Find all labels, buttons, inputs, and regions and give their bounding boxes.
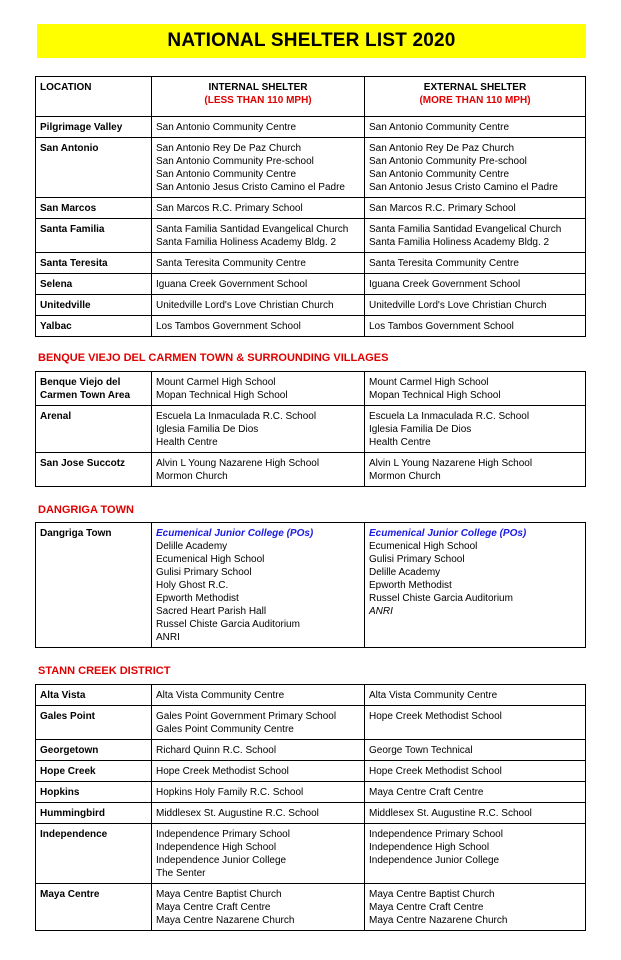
external-shelter-name: Maya Centre Craft Centre — [369, 902, 484, 913]
internal-shelter-cell — [152, 253, 365, 274]
internal-shelter-cell — [152, 406, 365, 453]
internal-shelter-name: Gales Point Community Centre — [156, 724, 294, 735]
page-title: NATIONAL SHELTER LIST 2020 — [167, 30, 456, 51]
internal-shelter-cell — [152, 706, 365, 740]
internal-shelter-name: The Senter — [156, 868, 206, 879]
external-shelter-cell — [365, 295, 586, 316]
external-shelter-cell — [365, 117, 586, 138]
external-shelter-name: Santa Familia Santidad Evangelical Church — [369, 224, 562, 235]
location-cell: Benque Viejo del Carmen Town Area — [36, 372, 152, 406]
internal-shelter-name: Mopan Technical High School — [156, 390, 288, 401]
internal-shelter-name: Iglesia Familia De Dios — [156, 424, 259, 435]
section-rows — [36, 685, 586, 931]
external-shelter-name: Iglesia Familia De Dios — [369, 424, 472, 435]
internal-shelter-cell — [152, 219, 365, 253]
internal-shelter-name: Ecumenical High School — [156, 554, 265, 565]
internal-shelter-name: Santa Teresita Community Centre — [156, 258, 306, 269]
internal-shelter-name: Unitedville Lord's Love Christian Church — [156, 300, 334, 311]
internal-shelter-name: Independence Junior College — [156, 855, 287, 866]
table-row — [36, 198, 586, 219]
section-rows — [36, 117, 586, 337]
table-row — [36, 803, 586, 824]
location-cell: Hummingbird — [36, 803, 152, 824]
internal-shelter-cell — [152, 803, 365, 824]
external-shelter-cell — [365, 523, 586, 648]
external-shelter-cell — [365, 782, 586, 803]
internal-shelter-name: Independence Primary School — [156, 829, 290, 840]
internal-shelter-name: Mount Carmel High School — [156, 377, 276, 388]
header-internal-sub: (LESS THAN 110 MPH) — [204, 95, 312, 106]
shelter-table-main — [35, 76, 586, 337]
internal-shelter-name: Mormon Church — [156, 471, 228, 482]
external-shelter-name: Hope Creek Methodist School — [369, 766, 502, 777]
header-external — [365, 77, 586, 117]
location-cell: Hope Creek — [36, 761, 152, 782]
external-shelter-name: Delille Academy — [369, 567, 441, 578]
internal-shelter-name: Los Tambos Government School — [156, 321, 301, 332]
external-shelter-cell — [365, 274, 586, 295]
internal-shelter-name: Hope Creek Methodist School — [156, 766, 289, 777]
internal-shelter-cell — [152, 138, 365, 198]
table-row — [36, 316, 586, 337]
internal-shelter-cell — [152, 198, 365, 219]
location-cell: Arenal — [36, 406, 152, 453]
external-shelter-name: Alta Vista Community Centre — [369, 690, 498, 701]
location-cell: Selena — [36, 274, 152, 295]
table-row — [36, 782, 586, 803]
location-cell: San Jose Succotz — [36, 453, 152, 487]
internal-shelter-cell — [152, 274, 365, 295]
external-shelter-name: San Antonio Rey De Paz Church — [369, 143, 515, 154]
internal-shelter-name: San Antonio Rey De Paz Church — [156, 143, 302, 154]
shelter-table-stann-creek — [35, 684, 586, 931]
internal-shelter-name: Gales Point Government Primary School — [156, 711, 337, 722]
location-cell: Yalbac — [36, 316, 152, 337]
external-shelter-cell — [365, 316, 586, 337]
location-cell: Hopkins — [36, 782, 152, 803]
external-shelter-name: Escuela La Inmaculada R.C. School — [369, 411, 530, 422]
table-row — [36, 295, 586, 316]
internal-shelter-name: Santa Familia Holiness Academy Bldg. 2 — [156, 237, 337, 248]
table-row — [36, 117, 586, 138]
external-shelter-cell — [365, 761, 586, 782]
external-shelter-name: Epworth Methodist — [369, 580, 452, 591]
external-shelter-cell — [365, 706, 586, 740]
internal-shelter-name: San Antonio Community Centre — [156, 169, 297, 180]
table-row — [36, 740, 586, 761]
internal-shelter-cell — [152, 782, 365, 803]
external-shelter-name: Gulisi Primary School — [369, 554, 465, 565]
internal-shelter-cell — [152, 685, 365, 706]
internal-shelter-name: Independence High School — [156, 842, 277, 853]
internal-shelter-cell — [152, 117, 365, 138]
location-cell: San Antonio — [36, 138, 152, 198]
location-cell: Dangriga Town — [36, 523, 152, 648]
external-shelter-cell — [365, 824, 586, 884]
section-heading-dangriga: DANGRIGA TOWN — [38, 504, 134, 516]
location-cell: Pilgrimage Valley — [36, 117, 152, 138]
external-shelter-name: Mopan Technical High School — [369, 390, 501, 401]
internal-shelter-name: Delille Academy — [156, 541, 228, 552]
external-shelter-cell — [365, 453, 586, 487]
external-shelter-name: Independence Junior College — [369, 855, 500, 866]
location-cell: Independence — [36, 824, 152, 884]
internal-shelter-cell — [152, 372, 365, 406]
location-cell: Santa Teresita — [36, 253, 152, 274]
external-shelter-highlight: Ecumenical Junior College (POs) — [369, 528, 527, 539]
header-internal — [152, 77, 365, 117]
external-shelter-name: George Town Technical — [369, 745, 473, 756]
table-row — [36, 685, 586, 706]
internal-shelter-name: Santa Familia Santidad Evangelical Church — [156, 224, 349, 235]
internal-shelter-cell — [152, 884, 365, 931]
internal-shelter-name: Holy Ghost R.C. — [156, 580, 229, 591]
external-shelter-cell — [365, 198, 586, 219]
external-shelter-name: Los Tambos Government School — [369, 321, 514, 332]
external-shelter-name: Middlesex St. Augustine R.C. School — [369, 808, 532, 819]
table-row — [36, 884, 586, 931]
external-shelter-name: San Antonio Community Centre — [369, 122, 510, 133]
header-internal-title: INTERNAL SHELTER — [208, 82, 308, 93]
table-row — [36, 824, 586, 884]
internal-shelter-name: Middlesex St. Augustine R.C. School — [156, 808, 319, 819]
internal-shelter-cell — [152, 740, 365, 761]
location-cell: Maya Centre — [36, 884, 152, 931]
internal-shelter-name: San Antonio Community Pre-school — [156, 156, 314, 167]
internal-shelter-name: Alta Vista Community Centre — [156, 690, 285, 701]
section-heading-benque: BENQUE VIEJO DEL CARMEN TOWN & SURROUNDING VILLAGES — [38, 352, 389, 364]
external-shelter-name: ANRI — [369, 606, 393, 617]
table-row — [36, 372, 586, 406]
section-heading-stann-creek: STANN CREEK DISTRICT — [38, 665, 171, 677]
internal-shelter-name: Escuela La Inmaculada R.C. School — [156, 411, 317, 422]
external-shelter-name: Maya Centre Baptist Church — [369, 889, 495, 900]
external-shelter-name: Independence Primary School — [369, 829, 503, 840]
header-external-sub: (MORE THAN 110 MPH) — [419, 95, 531, 106]
internal-shelter-cell — [152, 761, 365, 782]
table-header-row — [36, 77, 586, 117]
location-cell: Unitedville — [36, 295, 152, 316]
external-shelter-cell — [365, 253, 586, 274]
external-shelter-cell — [365, 138, 586, 198]
external-shelter-name: Independence High School — [369, 842, 490, 853]
external-shelter-name: Mount Carmel High School — [369, 377, 489, 388]
external-shelter-name: San Antonio Community Centre — [369, 169, 510, 180]
external-shelter-name: Hope Creek Methodist School — [369, 711, 502, 722]
internal-shelter-name: Russel Chiste Garcia Auditorium — [156, 619, 300, 630]
external-shelter-cell — [365, 803, 586, 824]
header-location: LOCATION — [36, 77, 152, 117]
table-row — [36, 761, 586, 782]
location-cell: Georgetown — [36, 740, 152, 761]
internal-shelter-name: Maya Centre Craft Centre — [156, 902, 271, 913]
external-shelter-name: Maya Centre Nazarene Church — [369, 915, 508, 926]
table-row — [36, 406, 586, 453]
external-shelter-cell — [365, 740, 586, 761]
external-shelter-name: Health Centre — [369, 437, 431, 448]
shelter-table-benque — [35, 371, 586, 487]
table-row — [36, 523, 586, 648]
table-row — [36, 253, 586, 274]
internal-shelter-name: Maya Centre Baptist Church — [156, 889, 282, 900]
internal-shelter-name: San Marcos R.C. Primary School — [156, 203, 303, 214]
external-shelter-name: San Antonio Jesus Cristo Camino el Padre — [369, 182, 558, 193]
external-shelter-name: Alvin L Young Nazarene High School — [369, 458, 533, 469]
internal-shelter-name: Richard Quinn R.C. School — [156, 745, 277, 756]
external-shelter-name: San Marcos R.C. Primary School — [369, 203, 516, 214]
external-shelter-name: Santa Familia Holiness Academy Bldg. 2 — [369, 237, 550, 248]
external-shelter-name: Mormon Church — [369, 471, 441, 482]
internal-shelter-highlight: Ecumenical Junior College (POs) — [156, 528, 314, 539]
location-cell: Alta Vista — [36, 685, 152, 706]
internal-shelter-name: Maya Centre Nazarene Church — [156, 915, 295, 926]
external-shelter-name: Santa Teresita Community Centre — [369, 258, 519, 269]
external-shelter-name: Ecumenical High School — [369, 541, 478, 552]
internal-shelter-cell — [152, 316, 365, 337]
external-shelter-name: Russel Chiste Garcia Auditorium — [369, 593, 513, 604]
external-shelter-name: Iguana Creek Government School — [369, 279, 521, 290]
internal-shelter-name: San Antonio Community Centre — [156, 122, 297, 133]
location-cell: Santa Familia — [36, 219, 152, 253]
internal-shelter-name: ANRI — [156, 632, 180, 643]
title-banner — [37, 24, 586, 58]
table-row — [36, 138, 586, 198]
location-cell: Gales Point — [36, 706, 152, 740]
section-rows — [36, 523, 586, 648]
header-external-title: EXTERNAL SHELTER — [423, 82, 527, 93]
internal-shelter-name: Hopkins Holy Family R.C. School — [156, 787, 304, 798]
internal-shelter-name: Alvin L Young Nazarene High School — [156, 458, 320, 469]
external-shelter-cell — [365, 884, 586, 931]
external-shelter-cell — [365, 406, 586, 453]
external-shelter-cell — [365, 219, 586, 253]
section-rows — [36, 372, 586, 487]
internal-shelter-cell — [152, 523, 365, 648]
internal-shelter-name: Health Centre — [156, 437, 218, 448]
external-shelter-name: Maya Centre Craft Centre — [369, 787, 484, 798]
external-shelter-name: San Antonio Community Pre-school — [369, 156, 527, 167]
internal-shelter-name: Sacred Heart Parish Hall — [156, 606, 267, 617]
external-shelter-cell — [365, 372, 586, 406]
table-row — [36, 453, 586, 487]
internal-shelter-name: San Antonio Jesus Cristo Camino el Padre — [156, 182, 345, 193]
internal-shelter-cell — [152, 453, 365, 487]
external-shelter-cell — [365, 685, 586, 706]
internal-shelter-name: Epworth Methodist — [156, 593, 239, 604]
internal-shelter-name: Iguana Creek Government School — [156, 279, 308, 290]
table-row — [36, 706, 586, 740]
internal-shelter-name: Gulisi Primary School — [156, 567, 252, 578]
location-cell: San Marcos — [36, 198, 152, 219]
shelter-table-dangriga — [35, 522, 586, 648]
table-row — [36, 219, 586, 253]
internal-shelter-cell — [152, 824, 365, 884]
external-shelter-name: Unitedville Lord's Love Christian Church — [369, 300, 547, 311]
internal-shelter-cell — [152, 295, 365, 316]
table-row — [36, 274, 586, 295]
